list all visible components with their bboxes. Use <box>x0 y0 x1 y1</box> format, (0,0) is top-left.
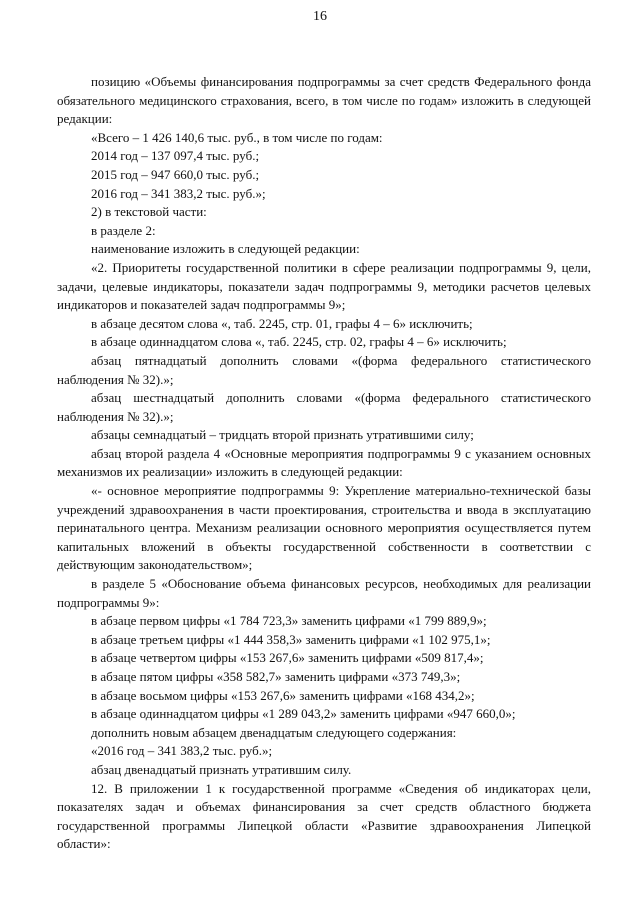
paragraph: в абзаце восьмом цифры «153 267,6» заменить цифрами «168 434,2»; <box>91 687 475 703</box>
paragraph: позицию «Объемы финансирования подпрограммы за счет средств Федерального фонда обязательного медицинского страхования, всего, в том числе по годам» изложить в следующей редакции: <box>57 74 591 127</box>
paragraph: в разделе 5 «Обоснование объема финансовых ресурсов, необходимых для реализации подпрограммы 9»: <box>57 576 591 610</box>
paragraph: наименование изложить в следующей редакции: <box>91 241 360 257</box>
paragraph: дополнить новым абзацем двенадцатым следующего содержания: <box>91 724 457 740</box>
paragraph: абзац второй раздела 4 «Основные мероприятия подпрограммы 9 с указанием основных механизмов их реализации» изложить в следующей редакции: <box>57 445 591 480</box>
paragraph: 2015 год – 947 660,0 тыс. руб.; <box>91 166 260 182</box>
paragraph: в абзаце пятом цифры «358 582,7» заменить цифрами «373 749,3»; <box>91 669 461 684</box>
paragraph: 12. В приложении 1 к государственной программе «Сведения об индикаторах цели, показателях задач и объемах финансирования за счет средств областного бюджета государственной программы Липецкой области «Развитие здравоохранения Липецкой области»: <box>57 780 591 852</box>
paragraph: «Всего – 1 426 140,6 тыс. руб., в том числе по годам: <box>91 129 383 145</box>
paragraph: в абзаце одиннадцатом слова «, таб. 2245, стр. 02, графы 4 – 6» исключить; <box>91 334 507 350</box>
paragraph: 2016 год – 341 383,2 тыс. руб.»; <box>91 185 266 201</box>
paragraph: абзац двенадцатый признать утратившим силу. <box>91 761 352 777</box>
paragraph: в абзаце одиннадцатом цифры «1 289 043,2» заменить цифрами «947 660,0»; <box>91 706 516 722</box>
paragraph: в абзаце четвертом цифры «153 267,6» заменить цифрами «509 817,4»; <box>91 650 484 666</box>
paragraph: в разделе 2: <box>91 222 156 238</box>
paragraph: «2. Приоритеты государственной политики в сфере реализации подпрограммы 9, цели, задачи, целевые индикаторы, показатели задач подпрограммы 9, методики расчетов целевых индикаторов и показателей задач подпрограммы 9»; <box>57 259 591 313</box>
paragraph: в абзаце десятом слова «, таб. 2245, стр. 01, графы 4 – 6» исключить; <box>91 315 473 331</box>
document-body <box>57 73 591 854</box>
paragraph: 2014 год – 137 097,4 тыс. руб.; <box>91 148 260 164</box>
paragraph: абзацы семнадцатый – тридцать второй признать утратившими силу; <box>91 427 474 443</box>
paragraph: 2) в текстовой части: <box>91 204 207 220</box>
paragraph: абзац пятнадцатый дополнить словами «(форма федерального статистического наблюдения № 32).»; <box>57 352 591 387</box>
paragraph: в абзаце первом цифры «1 784 723,3» заменить цифрами «1 799 889,9»; <box>91 613 487 629</box>
page-number: 16 <box>313 9 327 24</box>
paragraph: «2016 год – 341 383,2 тыс. руб.»; <box>91 743 273 759</box>
paragraph: «- основное мероприятие подпрограммы 9: Укрепление материально-технической базы учреждений здравоохранения в части проектирования, строительства и ввода в эксплуатацию перинатального центра. Механизм реализации основного мероприятия осуществляется путем капитальных вложений в объекты государственной собственности в соответствии с действующим законодательством»; <box>57 483 591 573</box>
paragraph: абзац шестнадцатый дополнить словами «(форма федерального статистического наблюдения № 32).»; <box>57 390 591 424</box>
paragraph: в абзаце третьем цифры «1 444 358,3» заменить цифрами «1 102 975,1»; <box>91 631 491 647</box>
